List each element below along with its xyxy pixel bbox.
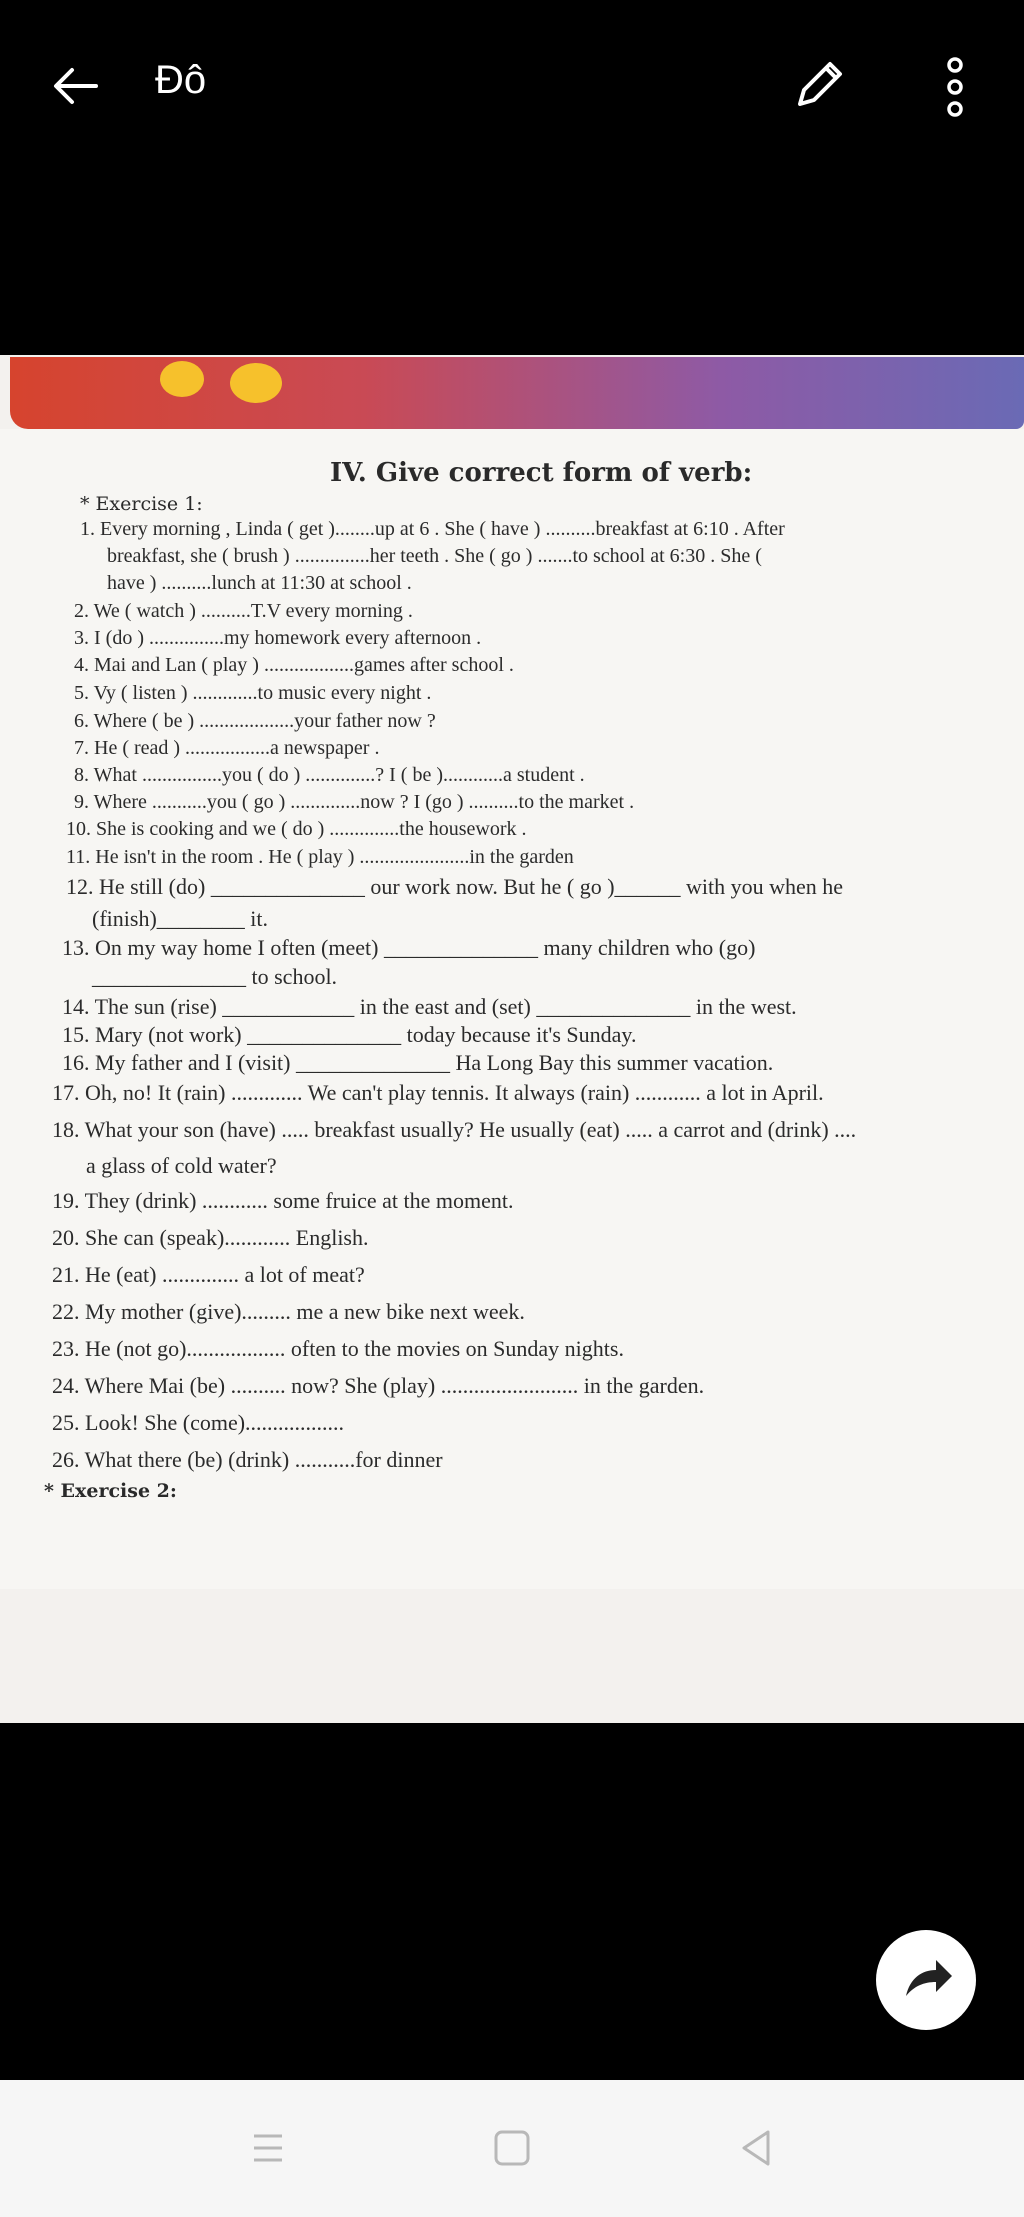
book-cover-strip xyxy=(10,357,1024,429)
exercise-line: 19. They (drink) ............ some fruice at the moment. xyxy=(52,1188,514,1213)
exercise-line: 6. Where ( be ) ...................your father now ? xyxy=(74,710,436,732)
exercise-line: 15. Mary (not work) ______________ today because it's Sunday. xyxy=(62,1022,637,1047)
exercise-line: 24. Where Mai (be) .......... now? She (play) ......................... in the garden. xyxy=(52,1373,705,1398)
exercise-line: 3. I (do ) ...............my homework every afternoon . xyxy=(74,627,482,649)
app-title: Đô xyxy=(155,58,207,102)
exercise-line: 20. She can (speak)............ English. xyxy=(52,1225,369,1250)
menu-lines-icon[interactable] xyxy=(246,2126,290,2170)
exercise-line: breakfast, she ( brush ) ...............her teeth . She ( go ) .......to school at 6:30 . She ( xyxy=(107,545,762,567)
exercise-line: a glass of cold water? xyxy=(86,1153,277,1178)
exercise-line: 25. Look! She (come).................. xyxy=(52,1410,345,1435)
exercise-line: 1. Every morning , Linda ( get )........up at 6 . She ( have ) ..........breakfast at 6:10 . After xyxy=(80,518,785,540)
square-icon[interactable] xyxy=(490,2126,534,2170)
arrow-left-icon[interactable] xyxy=(48,56,108,116)
exercise-line: 9. Where ...........you ( go ) ..............now ? I (go ) ..........to the market . xyxy=(74,791,635,813)
exercise-line: 8. What ................you ( do ) ..............? I ( be )............a student . xyxy=(74,764,585,786)
exercise-line: 4. Mai and Lan ( play ) ..................games after school . xyxy=(74,654,514,676)
exercise-line: 2. We ( watch ) ..........T.V every morning . xyxy=(74,600,413,622)
exercise-line: 13. On my way home I often (meet) ______________ many children who (go) xyxy=(62,935,756,960)
exercise-line: 5. Vy ( listen ) .............to music every night . xyxy=(74,682,432,704)
exercise-line: 11. He isn't in the room . He ( play ) ......................in the garden xyxy=(66,846,574,868)
exercise-line: 14. The sun (rise) ____________ in the east and (set) ______________ in the west. xyxy=(62,994,797,1019)
exercise-line: 18. What your son (have) ..... breakfast usually? He usually (eat) ..... a carrot and (drink) .... xyxy=(52,1117,857,1142)
more-vertical-icon[interactable] xyxy=(935,55,975,119)
exercise-line: 26. What there (be) (drink) ...........for dinner xyxy=(52,1447,443,1472)
share-button[interactable] xyxy=(876,1930,976,2030)
exercise-line: have ) ..........lunch at 11:30 at school . xyxy=(107,572,412,594)
exercise-line: ______________ to school. xyxy=(92,964,338,989)
worksheet-title: IV. Give correct form of verb: xyxy=(330,458,753,488)
exercise-line: 10. She is cooking and we ( do ) ..............the housework . xyxy=(66,818,527,840)
exercise-line: 23. He (not go).................. often to the movies on Sunday nights. xyxy=(52,1336,624,1361)
exercise-line: 21. He (eat) .............. a lot of meat? xyxy=(52,1262,365,1287)
top-app-bar xyxy=(0,0,1024,170)
pencil-icon[interactable] xyxy=(786,52,852,118)
exercise-1-heading: * Exercise 1: xyxy=(80,493,203,515)
system-nav-bar xyxy=(0,2080,1024,2217)
share-arrow-icon xyxy=(876,1930,976,2030)
exercise-line: (finish)________ it. xyxy=(92,906,268,931)
exercise-line: 12. He still (do) ______________ our work now. But he ( go )______ with you when he xyxy=(66,874,844,899)
exercise-line: 17. Oh, no! It (rain) ............. We can't play tennis. It always (rain) ............ a lot in April. xyxy=(52,1080,824,1105)
exercise-2-heading: * Exercise 2: xyxy=(44,1480,177,1502)
triangle-back-icon[interactable] xyxy=(734,2126,778,2170)
exercise-line: 22. My mother (give)......... me a new bike next week. xyxy=(52,1299,525,1324)
exercise-line: 7. He ( read ) .................a newspaper . xyxy=(74,737,380,759)
exercise-line: 16. My father and I (visit) ______________ Ha Long Bay this summer vacation. xyxy=(62,1050,774,1075)
